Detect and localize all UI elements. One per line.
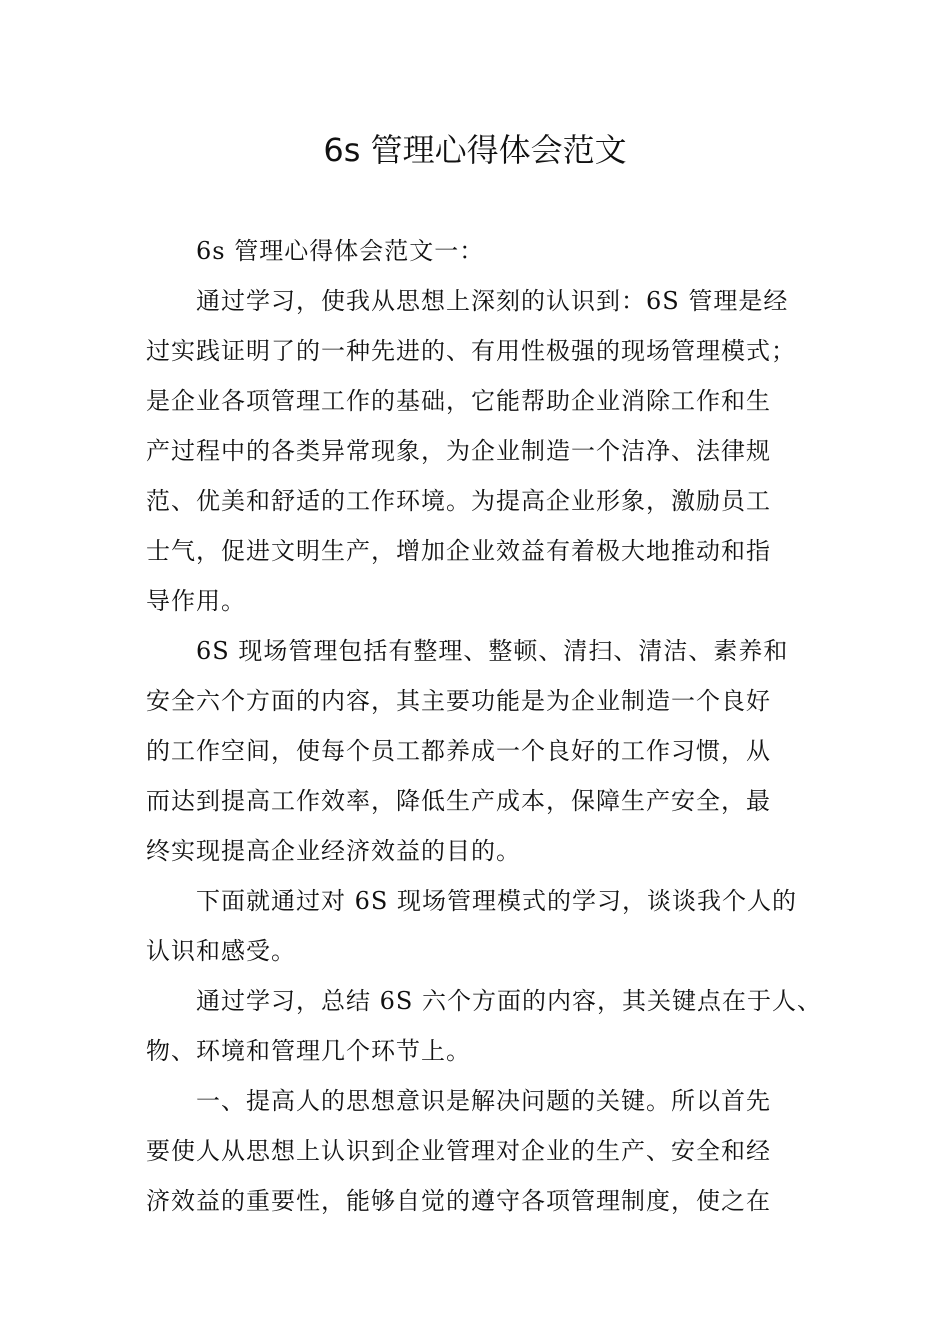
paragraph-line: 要使人从思想上认识到企业管理对企业的生产、安全和经 (146, 1137, 771, 1165)
paragraph-line: 通过学习，总结 6S 六个方面的内容，其关键点在于人、 (196, 987, 822, 1015)
paragraph-line: 终实现提高企业经济效益的目的。 (146, 837, 521, 865)
paragraph-5 (146, 1076, 826, 1226)
paragraph-line: 下面就通过对 6S 现场管理模式的学习，谈谈我个人的 (196, 887, 797, 915)
paragraph-3 (146, 876, 826, 976)
paragraph-line: 物、环境和管理几个环节上。 (146, 1037, 471, 1065)
paragraph-line: 是企业各项管理工作的基础，它能帮助企业消除工作和生 (146, 387, 771, 415)
document-body (146, 226, 826, 1226)
paragraph-intro (146, 226, 826, 276)
paragraph-2 (146, 626, 826, 876)
paragraph-line: 产过程中的各类异常现象，为企业制造一个洁净、法律规 (146, 437, 771, 465)
paragraph-line: 6S 现场管理包括有整理、整顿、清扫、清洁、素养和 (196, 637, 789, 665)
paragraph-1 (146, 276, 826, 626)
paragraph-line: 安全六个方面的内容，其主要功能是为企业制造一个良好 (146, 687, 771, 715)
paragraph-line: 士气，促进文明生产，增加企业效益有着极大地推动和指 (146, 537, 771, 565)
paragraph-line: 通过学习，使我从思想上深刻的认识到：6S 管理是经 (196, 287, 789, 315)
paragraph-line: 范、优美和舒适的工作环境。为提高企业形象，激励员工 (146, 487, 771, 515)
paragraph-4 (146, 976, 826, 1076)
paragraph-line: 而达到提高工作效率，降低生产成本，保障生产安全，最 (146, 787, 771, 815)
paragraph-line: 过实践证明了的一种先进的、有用性极强的现场管理模式； (146, 337, 796, 365)
paragraph-line: 济效益的重要性，能够自觉的遵守各项管理制度，使之在 (146, 1187, 771, 1215)
paragraph-line: 认识和感受。 (146, 937, 296, 965)
document-title: 6s 管理心得体会范文 (323, 131, 627, 169)
paragraph-line: 导作用。 (146, 587, 246, 615)
paragraph-line: 一、提高人的思想意识是解决问题的关键。所以首先 (196, 1087, 771, 1115)
paragraph-line: 的工作空间，使每个员工都养成一个良好的工作习惯，从 (146, 737, 771, 765)
paragraph-line: 6s 管理心得体会范文一： (196, 237, 485, 265)
